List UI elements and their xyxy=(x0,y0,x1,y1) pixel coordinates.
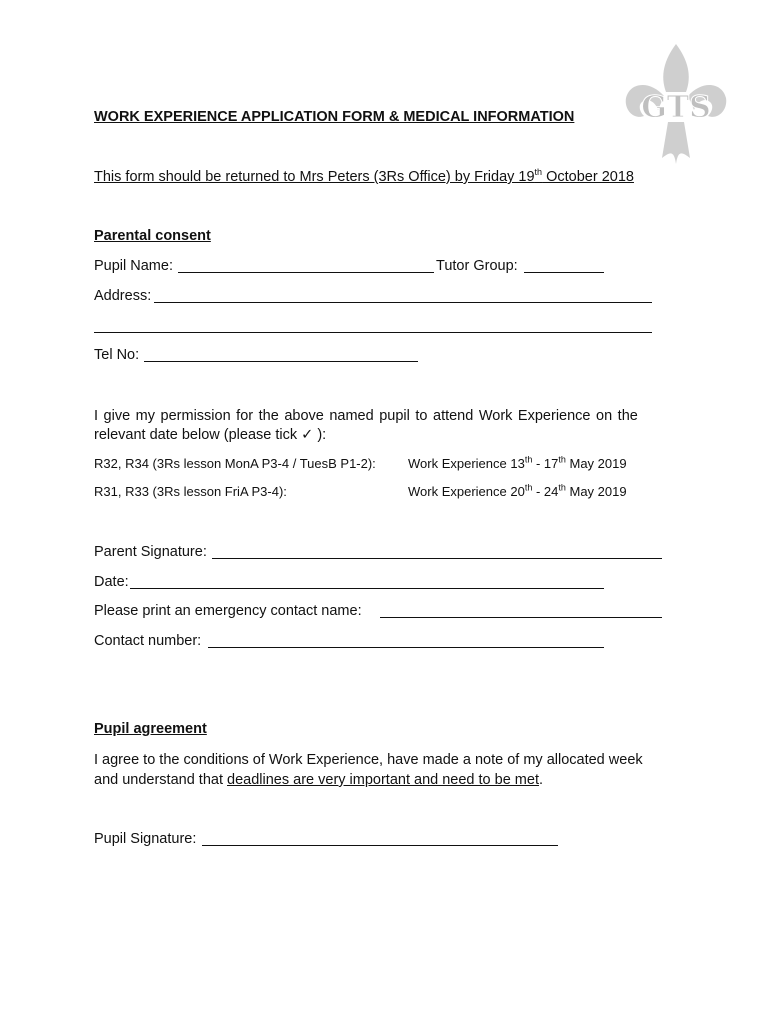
return-notice-sup: th xyxy=(534,167,543,178)
pupil-agreement-heading: Pupil agreement xyxy=(94,721,207,737)
option2-groups: R31, R33 (3Rs lesson FriA P3-4): xyxy=(94,484,287,499)
tel-field[interactable] xyxy=(144,361,418,362)
option1-groups: R32, R34 (3Rs lesson MonA P3-4 / TuesB P1-2): xyxy=(94,456,376,471)
option2-dates-b: - 24 xyxy=(532,484,559,499)
option1-dates-c: May 2019 xyxy=(565,456,627,471)
option1-sup-b: th xyxy=(558,454,566,465)
return-notice-prefix: This form should be returned to Mrs Peters (3Rs Office) by Friday 19 xyxy=(94,169,535,185)
permission-text-line2: relevant date below (please tick ✓ ): xyxy=(94,427,327,443)
emergency-contact-field[interactable] xyxy=(380,617,662,618)
contact-number-field[interactable] xyxy=(208,647,604,648)
agreement-line2-prefix: and understand that xyxy=(94,772,228,788)
return-notice-suffix: October 2018 xyxy=(542,169,634,185)
option2-sup-b: th xyxy=(558,482,566,493)
emergency-contact-label: Please print an emergency contact name: xyxy=(94,603,362,619)
option2-dates[interactable] xyxy=(408,484,627,500)
date-label: Date: xyxy=(94,574,129,590)
parent-signature-label: Parent Signature: xyxy=(94,544,207,560)
address-field-line1[interactable] xyxy=(154,302,652,303)
pupil-agreement-text-line1: I agree to the conditions of Work Experience, have made a note of my allocated week xyxy=(94,752,643,768)
option1-dates-b: - 17 xyxy=(532,456,559,471)
pupil-name-field[interactable] xyxy=(178,272,434,273)
pupil-signature-label: Pupil Signature: xyxy=(94,831,197,847)
tel-label: Tel No: xyxy=(94,347,140,363)
option2-sup-a: th xyxy=(524,482,533,493)
option2-dates-c: May 2019 xyxy=(565,484,627,499)
return-notice xyxy=(94,168,634,186)
option1-dates[interactable] xyxy=(408,456,627,472)
logo-text: GTS xyxy=(641,90,711,125)
pupil-signature-field[interactable] xyxy=(202,845,558,846)
parental-consent-heading: Parental consent xyxy=(94,228,211,244)
contact-number-label: Contact number: xyxy=(94,633,202,649)
option2-dates-a: Work Experience 20 xyxy=(408,484,525,499)
agreement-line2-suffix: . xyxy=(538,772,544,788)
parent-signature-field[interactable] xyxy=(212,558,662,559)
option1-sup-a: th xyxy=(524,454,533,465)
tutor-group-field[interactable] xyxy=(524,272,604,273)
gts-logo xyxy=(620,40,732,170)
address-field-line2[interactable] xyxy=(94,332,652,333)
agreement-deadlines-emphasis: deadlines are very important and need to be met xyxy=(227,772,539,788)
permission-text-line1: I give my permission for the above named pupil to attend Work Experience on the xyxy=(94,408,638,424)
date-field[interactable] xyxy=(130,588,604,589)
pupil-name-label: Pupil Name: xyxy=(94,258,173,274)
tutor-group-label: Tutor Group: xyxy=(436,258,518,274)
form-title: WORK EXPERIENCE APPLICATION FORM & MEDICAL INFORMATION xyxy=(94,109,575,125)
pupil-agreement-text-line2 xyxy=(94,771,543,789)
address-label: Address: xyxy=(94,288,152,304)
option1-dates-a: Work Experience 13 xyxy=(408,456,525,471)
